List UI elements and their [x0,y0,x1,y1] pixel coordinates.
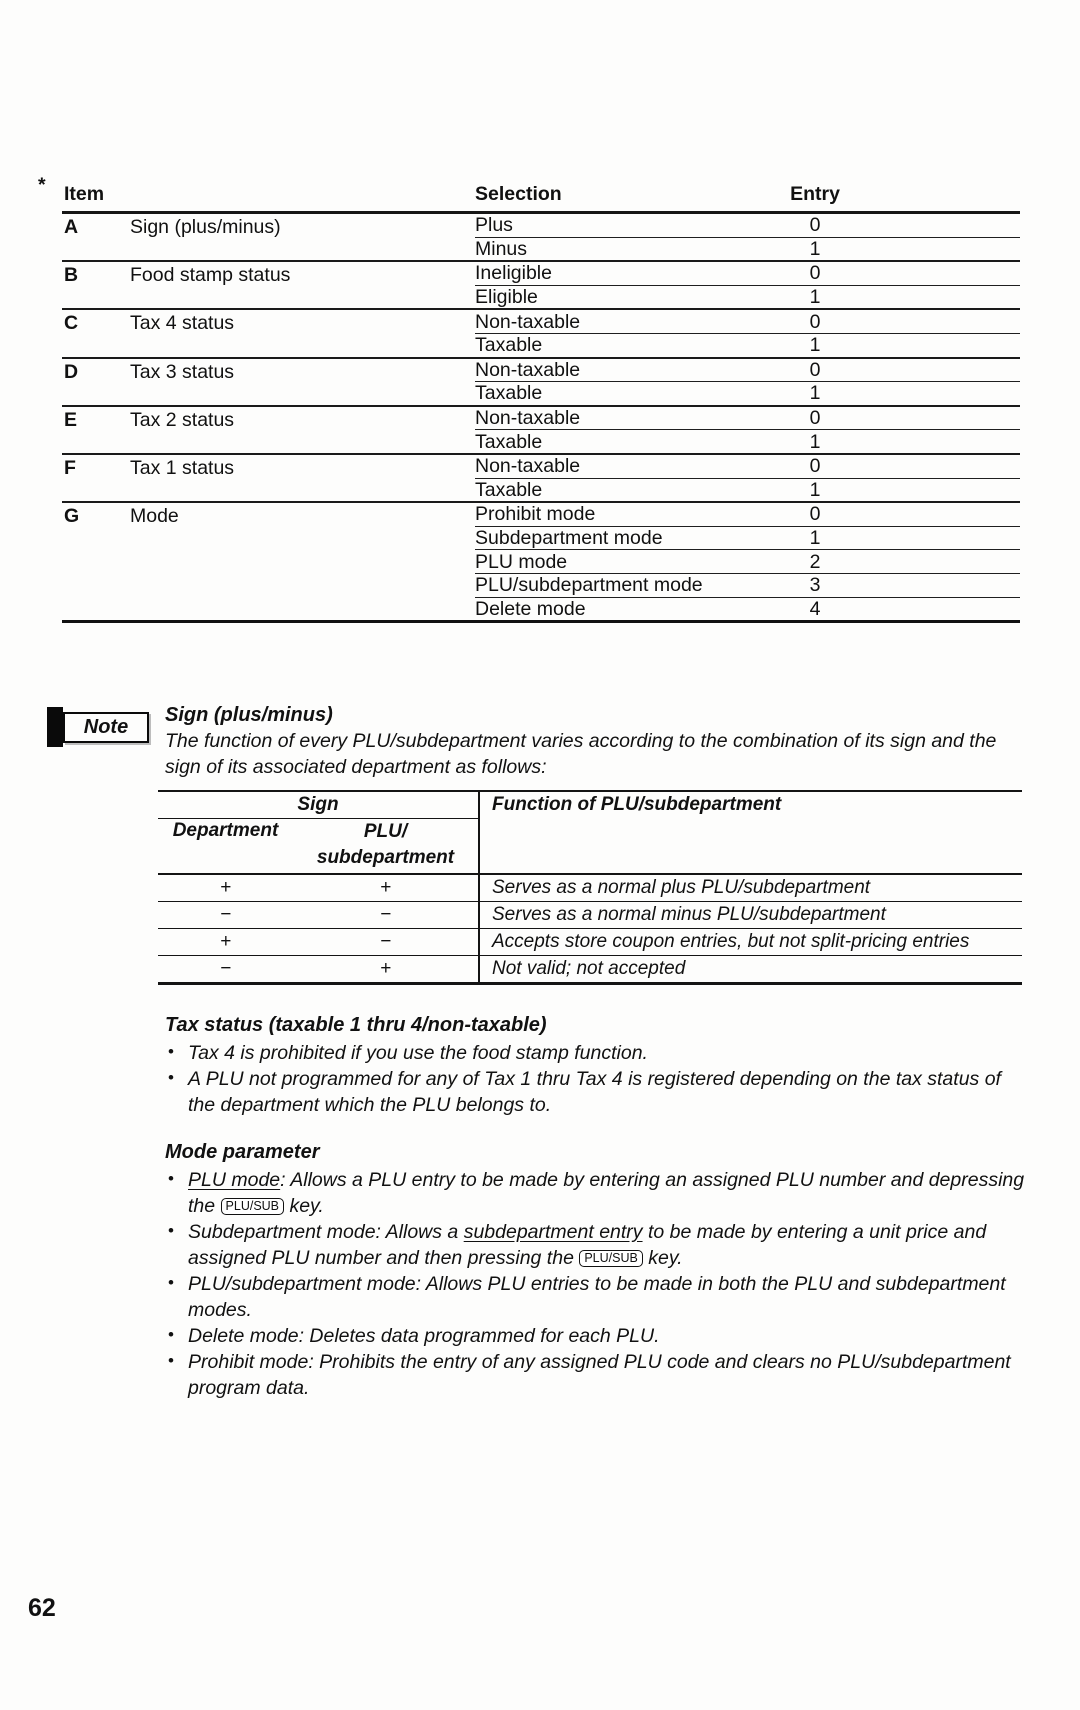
bullet-text [188,1351,1011,1399]
text-segment: Subdepartment mode: Allows a [188,1221,464,1243]
entry-value: 4 [809,597,821,620]
plu-program-table [38,168,1020,623]
table-header [38,168,1020,214]
text-segment: program data. [188,1377,310,1399]
selection-label: Eligible [475,286,538,309]
sign-table-row [158,956,1022,982]
entry-value: 0 [809,310,821,333]
note-badge-box [63,712,149,743]
selection-row [475,598,1020,621]
bullet-text [188,1273,1006,1321]
item-label: Mode [130,505,179,528]
selection-label: Plus [475,214,513,237]
bullet-dot: • [168,1221,174,1240]
sign-table-header [158,792,1022,875]
selection-row [475,334,1020,357]
sign-header-label: Sign [158,792,478,819]
item-letter: B [64,264,79,287]
department-sign: + [219,931,232,952]
selection-rows [475,407,1020,453]
entry-value: 1 [809,430,821,453]
entry-value: 0 [809,503,821,526]
sign-heading: Sign (plus/minus) [165,704,333,726]
note-badge-bar [47,707,63,747]
item-letter: F [64,456,76,479]
bullet-item [165,1349,1022,1401]
selection-label: Minus [475,237,528,260]
plusub-keycap: PLU/SUB [221,1198,285,1215]
selection-row [475,238,1020,261]
entry-value: 1 [809,237,821,260]
page-number: 62 [28,1594,56,1622]
note-badge [47,712,149,747]
item-label: Tax 2 status [130,408,235,431]
plu-header-line1: PLU/ [363,821,408,842]
selection-rows [475,503,1020,620]
item-label: Sign (plus/minus) [130,216,281,238]
selection-row [475,310,1020,334]
text-segment: modes. [188,1299,252,1321]
table-group-row [62,407,1020,455]
function-text: Serves as a normal plus PLU/subdepartment [478,875,1022,901]
bullet-text [188,1325,660,1347]
text-segment: Tax 4 is prohibited if you use the food stamp function. [188,1042,648,1064]
table-group-row [62,359,1020,407]
text-segment: A PLU not programmed for any of Tax 1 thru Tax 4 is registered depending on the tax status of [188,1068,1001,1090]
item-letter: G [64,505,80,528]
selection-row [475,527,1020,551]
entry-value: 0 [809,407,821,430]
table-group-row [62,310,1020,358]
plu-sign: − [379,904,392,925]
note-badge-label: Note [83,716,129,738]
bullet-item [165,1040,1022,1066]
entry-value: 0 [809,358,821,381]
bullet-dot: • [168,1068,174,1087]
plu-header-line2: subdepartment [316,847,455,868]
function-text: Not valid; not accepted [478,956,1022,982]
item-letter: C [64,312,79,335]
selection-row [475,455,1020,479]
bullet-dot: • [168,1325,174,1344]
tax-status-heading: Tax status (taxable 1 thru 4/non-taxable) [165,1014,547,1036]
selection-row [475,359,1020,383]
entry-value: 0 [809,214,821,237]
bullet-item [165,1323,1022,1349]
bullet-dot: • [168,1169,174,1188]
selection-row [475,503,1020,527]
entry-value: 0 [809,455,821,478]
header-selection: Selection [475,183,562,205]
selection-row [475,430,1020,453]
plu-sign: − [379,931,392,952]
table-group-row [62,214,1020,262]
entry-value: 0 [809,262,821,285]
table-group-row [62,262,1020,310]
sign-subheaders [158,819,478,873]
underlined-text: PLU mode [188,1169,281,1191]
item-label: Tax 4 status [130,312,235,335]
selection-rows [475,455,1020,501]
sign-table-row [158,875,1022,902]
department-sign: + [219,877,232,898]
sign-function-table [158,790,1022,985]
text-segment: : Allows a PLU entry to be made by entering an assigned PLU number and depressing [280,1169,1025,1191]
entry-value: 2 [809,550,821,573]
selection-label: Taxable [475,382,543,405]
function-text: Accepts store coupon entries, but not split-pricing entries [478,929,1022,955]
selection-row [475,574,1020,598]
text-segment: PLU/subdepartment mode: Allows PLU entries to be made in both the PLU and subdepartment [188,1273,1006,1295]
item-letter: A [64,216,79,238]
table-body [62,214,1020,623]
bullet-dot: • [168,1273,174,1292]
bullet-dot: • [168,1351,174,1370]
entry-value: 3 [809,574,821,597]
item-letter: E [64,408,78,431]
sign-table-body [158,875,1022,982]
sign-table-row [158,902,1022,929]
header-item: Item [64,183,105,205]
table-group-row [62,455,1020,503]
underlined-text: subdepartment entry [463,1221,643,1243]
text-segment: key. [642,1247,683,1269]
selection-label: PLU/subdepartment mode [475,574,703,597]
selection-label: Ineligible [475,262,552,285]
item-letter: D [64,360,79,383]
text-segment: assigned PLU number and then pressing the [188,1247,580,1269]
selection-label: Taxable [475,478,543,501]
plu-subdepartment-header [293,819,478,873]
text-segment: the department which the PLU belongs to. [188,1094,552,1116]
sign-table-row [158,929,1022,956]
table-group-row [62,503,1020,623]
selection-label: Non-taxable [475,407,581,430]
selection-row [475,214,1020,238]
tax-status-bullets [165,1040,1022,1118]
selection-label: Taxable [475,334,543,357]
selection-row [475,286,1020,309]
selection-label: PLU mode [475,550,568,573]
department-header: Department [172,820,279,841]
selection-label: Taxable [475,430,543,453]
bullet-dot: • [168,1042,174,1061]
selection-rows [475,214,1020,260]
selection-row [475,479,1020,502]
sign-header-left [158,792,478,873]
selection-label: Non-taxable [475,358,581,381]
footnote-marker: * [38,174,46,196]
entry-value: 1 [809,334,821,357]
department-sign: − [219,958,232,979]
header-entry: Entry [790,183,840,205]
item-label: Food stamp status [130,264,291,287]
function-text: Serves as a normal minus PLU/subdepartment [478,902,1022,928]
bullet-item [165,1219,1022,1271]
selection-label: Delete mode [475,597,586,620]
selection-label: Subdepartment mode [475,527,663,550]
text-segment: Delete mode: Deletes data programmed for each PLU. [188,1325,660,1347]
selection-rows [475,262,1020,308]
mode-parameter-heading: Mode parameter [165,1141,320,1163]
bullet-item [165,1167,1025,1219]
sign-intro-line2: sign of its associated department as follows: [165,756,547,778]
plusub-keycap: PLU/SUB [579,1250,643,1267]
bullet-item [165,1066,1022,1118]
entry-value: 1 [809,286,821,309]
selection-row [475,262,1020,286]
text-segment: Prohibit mode: Prohibits the entry of any assigned PLU code and clears no PLU/subdepartment [188,1351,1011,1373]
plu-sign: + [379,958,392,979]
mode-parameter-bullets [165,1167,1025,1401]
bullet-text [188,1169,1024,1217]
entry-value: 1 [809,478,821,501]
sign-intro-line1: The function of every PLU/subdepartment varies according to the combination of its sign and the [165,730,997,752]
bullet-text [188,1068,1001,1116]
entry-value: 1 [809,382,821,405]
bullet-item [165,1271,1022,1323]
item-label: Tax 3 status [130,360,235,383]
selection-label: Non-taxable [475,310,581,333]
selection-row [475,382,1020,405]
selection-label: Non-taxable [475,455,581,478]
bullet-text [188,1042,648,1064]
item-label: Tax 1 status [130,456,235,479]
text-segment: key. [284,1195,324,1217]
text-segment: the [188,1195,221,1217]
selection-label: Prohibit mode [475,503,596,526]
plu-sign: + [379,877,392,898]
selection-rows [475,310,1020,356]
note-content [165,702,1025,1401]
bullet-text [188,1221,986,1269]
text-segment: to be made by entering a unit price and [642,1221,987,1243]
selection-rows [475,359,1020,405]
department-sign: − [219,904,232,925]
selection-row [475,550,1020,574]
function-header: Function of PLU/subdepartment [478,792,1022,873]
selection-row [475,407,1020,431]
entry-value: 1 [809,527,821,550]
